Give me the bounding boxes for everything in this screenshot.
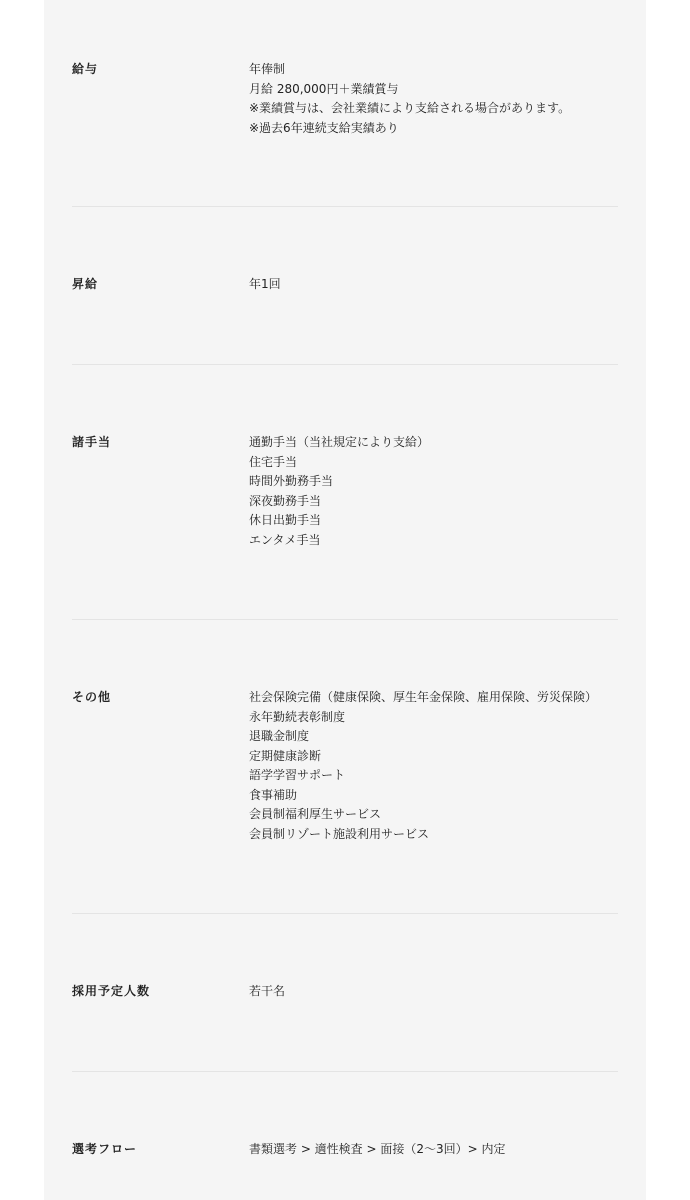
value-line: 退職金制度 <box>249 729 310 743</box>
recruitment-info-panel <box>44 0 646 1200</box>
value-line: 定期健康診断 <box>249 748 322 763</box>
value-line: 永年勤続表彰制度 <box>249 709 346 724</box>
value-line: 食事補助 <box>249 787 298 802</box>
row-label: 採用予定人数 <box>72 984 151 998</box>
row-label: 給与 <box>72 62 99 76</box>
value-line: 年俸制 <box>249 62 286 76</box>
value-line: 書類選考 > 適性検査 > 面接（2〜3回）> 内定 <box>249 1142 506 1156</box>
row-value <box>249 433 429 550</box>
value-line: エンタメ手当 <box>249 532 321 547</box>
row-selection-flow <box>72 1072 618 1200</box>
row-value <box>249 275 281 295</box>
value-line: 月給 280,000円＋業績賞与 <box>249 81 399 96</box>
value-line: 通勤手当（当社規定により支給） <box>249 435 430 449</box>
value-line: ※過去6年連続支給実績あり <box>249 120 399 135</box>
row-allowances <box>72 365 618 620</box>
value-line: 会員制福利厚生サービス <box>249 807 382 821</box>
row-label: 諸手当 <box>72 435 112 449</box>
value-line: 社会保険完備（健康保険、厚生年金保険、雇用保険、労災保険） <box>249 690 598 704</box>
info-table <box>72 0 618 1200</box>
row-value <box>249 688 597 844</box>
row-salary <box>72 0 618 207</box>
value-line: 深夜勤務手当 <box>249 493 322 508</box>
value-line: 住宅手当 <box>249 454 298 469</box>
value-line: 会員制リゾート施設利用サービス <box>249 826 430 841</box>
value-line: ※業績賞与は、会社業績により支給される場合があります。 <box>249 101 571 115</box>
value-line: 若干名 <box>249 984 286 998</box>
value-line: 語学学習サポート <box>249 768 346 782</box>
row-value <box>249 60 570 138</box>
row-label: 選考フロー <box>72 1142 138 1156</box>
row-hiring-count <box>72 914 618 1072</box>
row-label: その他 <box>72 690 112 704</box>
value-line: 年1回 <box>249 277 281 291</box>
row-value <box>249 982 285 1002</box>
value-line: 時間外勤務手当 <box>249 474 334 488</box>
row-other-benefits <box>72 620 618 914</box>
row-label: 昇給 <box>72 277 99 291</box>
row-pay-raise <box>72 207 618 365</box>
value-line: 休日出勤手当 <box>249 513 322 527</box>
row-value <box>249 1140 506 1160</box>
